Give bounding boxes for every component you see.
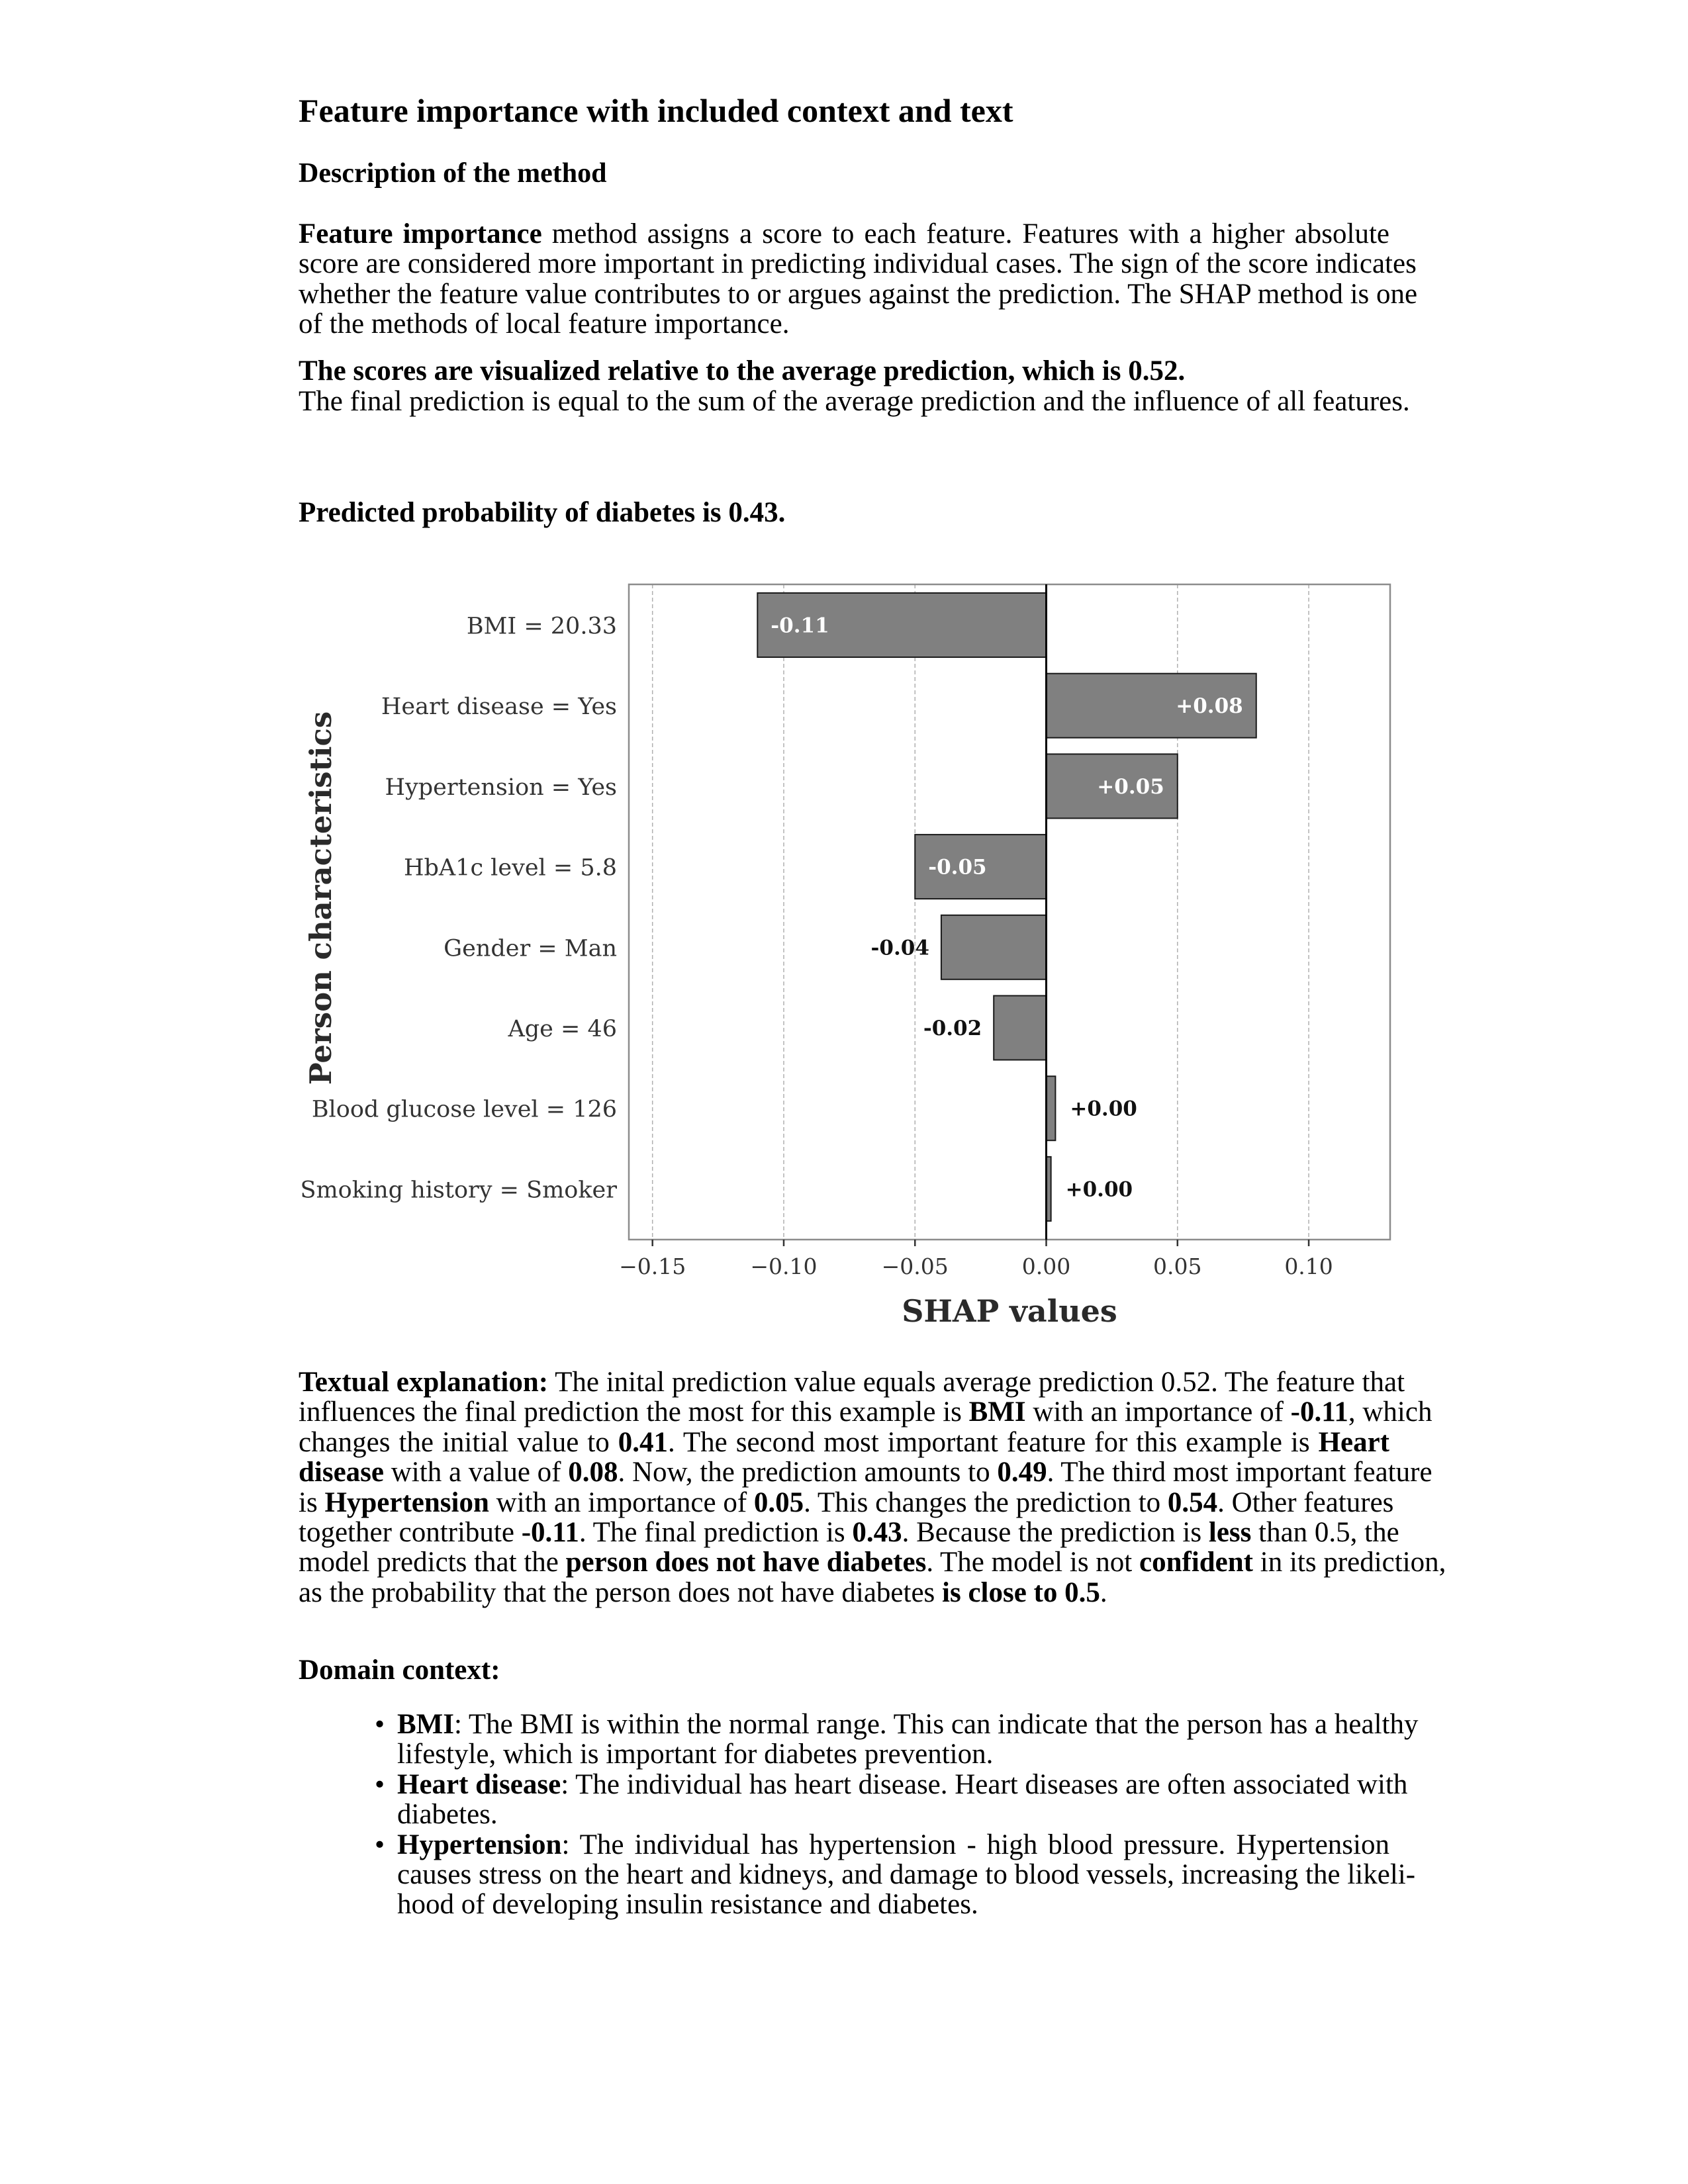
method-heading: Description of the method [299, 158, 607, 189]
text-run: : The individual has hypertension - high blood pressure. Hypertension [561, 1829, 1389, 1860]
x-tick-label: −0.15 [619, 1253, 686, 1279]
text-run: . The final prediction is [579, 1516, 853, 1548]
bar-value-label: +0.00 [1070, 1097, 1137, 1121]
text-run: changes the initial value to [299, 1426, 618, 1458]
text-line [299, 1428, 1389, 1457]
bullet-icon: • [375, 1829, 385, 1860]
text-line [397, 1739, 1389, 1769]
bold-text: BMI [968, 1396, 1026, 1428]
text-run: . Now, the prediction amounts to [618, 1457, 998, 1488]
x-tick-label: −0.05 [881, 1253, 949, 1279]
text-run: : The BMI is within the normal range. This can indicate that the person has a healthy [454, 1709, 1419, 1740]
textual-explanation-paragraph [299, 1367, 1446, 1608]
text-run: whether the feature value contributes to or argues against the prediction. The SHAP method is one [299, 278, 1418, 310]
bar-value-label: -0.02 [923, 1017, 982, 1040]
text-run: score are considered more important in predicting individual cases. The sign of the score indicates [299, 248, 1417, 280]
bar-value-label: -0.04 [870, 936, 929, 960]
bold-text: BMI [397, 1709, 454, 1740]
text-line [397, 1858, 1416, 1890]
bold-text: Heart [1318, 1426, 1389, 1458]
bullet-icon: • [375, 1768, 385, 1800]
bold-text: Heart disease [397, 1768, 561, 1800]
text-run: as the probability that the person does not have diabetes [299, 1576, 943, 1608]
text-line [299, 1457, 1432, 1488]
domain-context-item [375, 1829, 1416, 1921]
text-run: with an importance of [1025, 1396, 1291, 1428]
category-label: Blood glucose level = 126 [311, 1096, 617, 1123]
x-tick-label: 0.05 [1153, 1253, 1202, 1279]
page-title: Feature importance with included context and text [299, 92, 1013, 129]
bar-value-label: +0.05 [1097, 774, 1164, 799]
category-label: BMI = 20.33 [466, 613, 617, 640]
bullet-icon: • [375, 1709, 385, 1740]
average-prediction-statement: The scores are visualized relative to the average prediction, which is 0.52. [299, 355, 1186, 387]
text-run: influences the final prediction the most for this example is [299, 1396, 969, 1428]
text-line [299, 1367, 1405, 1398]
bold-text: 0.54 [1167, 1486, 1218, 1518]
bold-text: -0.11 [521, 1516, 579, 1548]
text-line [397, 1768, 1408, 1800]
category-label: Hypertension = Yes [385, 774, 617, 801]
bold-text: person does not have diabetes [565, 1547, 927, 1578]
text-run: is [299, 1486, 325, 1518]
text-run: lifestyle, which is important for diabetes prevention. [397, 1739, 994, 1770]
final-prediction-statement: The final prediction is equal to the sum of the average prediction and the influence of all features. [299, 386, 1410, 417]
text-run: . Other features [1217, 1486, 1394, 1518]
bar [994, 996, 1046, 1060]
text-run: : The individual has heart disease. Heart diseases are often associated with [561, 1768, 1408, 1800]
text-run: diabetes. [397, 1799, 498, 1831]
bold-text: less [1208, 1516, 1252, 1548]
text-run: together contribute [299, 1516, 522, 1548]
text-run: model predicts that the [299, 1547, 566, 1578]
text-run: causes stress on the heart and kidneys, and damage to blood vessels, increasing the likeli- [397, 1858, 1416, 1890]
text-run: . This changes the prediction to [804, 1486, 1168, 1518]
text-line [397, 1709, 1419, 1740]
x-tick-label: 0.10 [1284, 1253, 1333, 1279]
bar-value-label: +0.00 [1065, 1177, 1133, 1202]
y-axis-label: Person characteristics [303, 711, 338, 1085]
text-run: . [1100, 1576, 1107, 1608]
bold-text: -0.11 [1290, 1396, 1348, 1428]
text-run: in its prediction, [1253, 1547, 1446, 1578]
bar-value-label: -0.11 [771, 614, 829, 638]
category-label: Smoking history = Smoker [300, 1177, 617, 1204]
bold-text: Hypertension [324, 1486, 489, 1518]
domain-context-list [375, 1709, 1419, 1921]
bold-text: 0.08 [568, 1457, 618, 1488]
text-run: with a value of [384, 1457, 569, 1488]
domain-context-item [375, 1709, 1419, 1770]
text-run: of the methods of local feature importance. [299, 308, 790, 340]
bar-value-label: -0.05 [928, 855, 987, 880]
bold-text: 0.41 [618, 1426, 668, 1458]
bold-text: Feature importance [299, 218, 542, 250]
text-run: . The model is not [926, 1547, 1139, 1578]
x-tick-label: 0.00 [1021, 1253, 1071, 1279]
text-line [397, 1799, 1389, 1829]
category-label: Heart disease = Yes [381, 694, 617, 721]
bold-text: 0.49 [997, 1457, 1047, 1488]
bold-text: 0.43 [852, 1516, 902, 1548]
text-run: with an importance of [489, 1486, 754, 1518]
text-line [397, 1830, 1389, 1860]
bold-text: Hypertension [397, 1829, 562, 1860]
bar [1047, 1076, 1056, 1140]
text-run: than 0.5, the [1251, 1516, 1399, 1548]
text-run: The inital prediction value equals average prediction 0.52. The feature that [548, 1367, 1405, 1398]
text-line [299, 1516, 1399, 1548]
domain-context-heading: Domain context: [299, 1655, 500, 1686]
predicted-probability-statement: Predicted probability of diabetes is 0.43. [299, 497, 786, 528]
bold-text: is close to 0.5 [942, 1576, 1100, 1608]
text-run: . The second most important feature for this example is [667, 1426, 1319, 1458]
category-label: Gender = Man [444, 935, 617, 962]
text-line [299, 1578, 1389, 1608]
bold-text: confident [1139, 1547, 1253, 1578]
text-line [299, 1396, 1432, 1428]
text-run: method assigns a score to each feature. Features with a higher absolute [541, 218, 1389, 250]
category-label: Age = 46 [508, 1016, 617, 1042]
plot-frame [629, 584, 1390, 1240]
text-line [397, 1889, 1389, 1919]
bold-text: 0.05 [753, 1486, 804, 1518]
bold-text: disease [299, 1457, 384, 1488]
category-label: HbA1c level = 5.8 [403, 854, 617, 882]
domain-context-item [375, 1768, 1408, 1831]
x-tick-label: −0.10 [750, 1253, 818, 1279]
bar [941, 915, 1047, 979]
bold-text: Textual explanation: [299, 1367, 549, 1398]
bar-value-label: +0.08 [1176, 694, 1243, 719]
text-run: . Because the prediction is [902, 1516, 1209, 1548]
text-run: hood of developing insulin resistance and diabetes. [397, 1889, 978, 1921]
text-line [299, 1547, 1446, 1578]
text-run: , which [1348, 1396, 1432, 1428]
x-axis-label: SHAP values [902, 1293, 1117, 1329]
text-run: . The third most important feature [1047, 1457, 1432, 1488]
text-line [299, 1486, 1394, 1518]
